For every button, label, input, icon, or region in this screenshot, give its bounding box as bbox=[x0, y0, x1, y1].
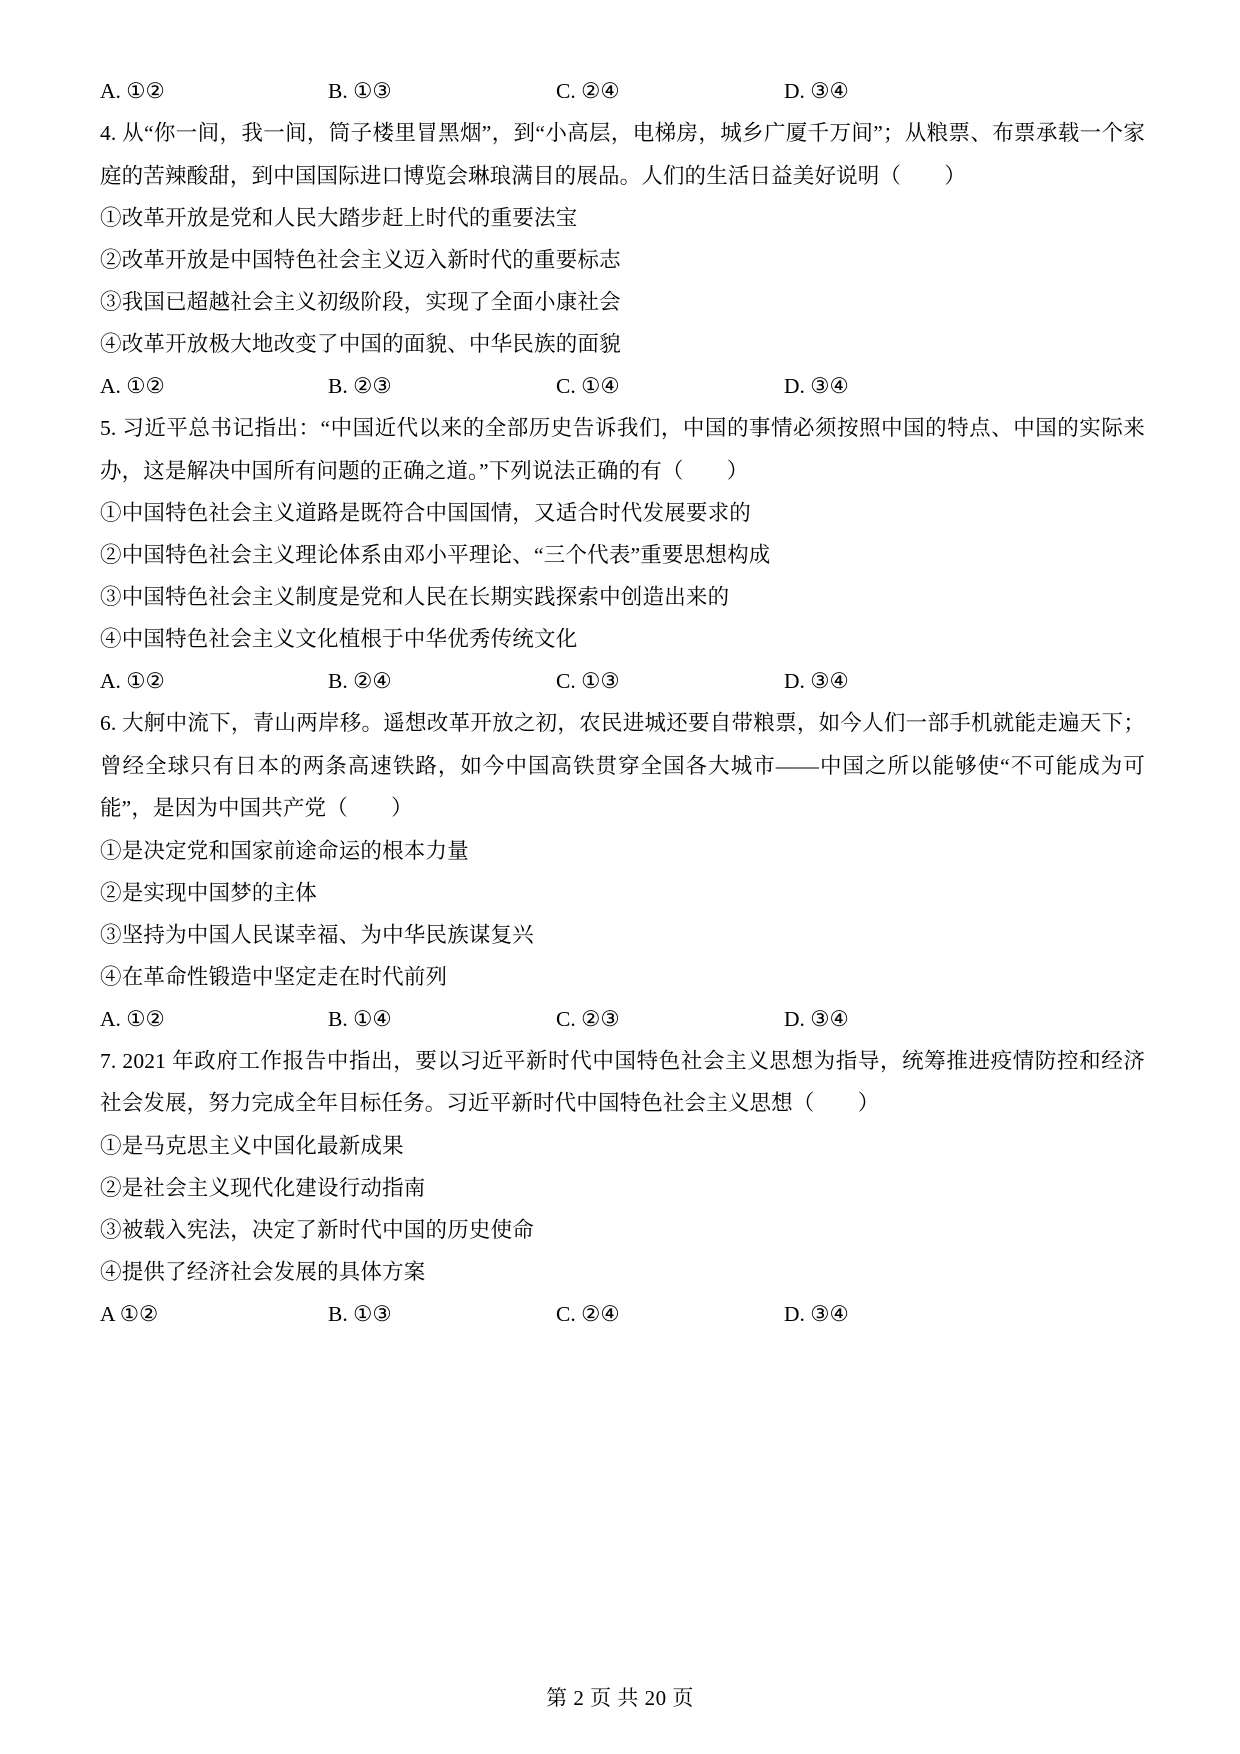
question-item-2: ②改革开放是中国特色社会主义迈入新时代的重要标志 bbox=[100, 248, 621, 272]
page-footer: 第 2 页 共 20 页 bbox=[546, 1686, 694, 1710]
option-a[interactable]: A. ①② bbox=[100, 1006, 165, 1031]
question-4 bbox=[100, 112, 1145, 407]
question-item-3: ③坚持为中国人民谋幸福、为中华民族谋复兴 bbox=[100, 922, 535, 947]
options-row bbox=[100, 660, 1145, 702]
question-item-1: ①中国特色社会主义道路是既符合中国国情，又适合时代发展要求的 bbox=[100, 501, 752, 525]
option-a[interactable]: A. ①② bbox=[100, 374, 165, 398]
option-d[interactable]: D. ③④ bbox=[784, 79, 849, 103]
options-row bbox=[100, 365, 1145, 407]
options-row-previous bbox=[100, 70, 1145, 112]
question-item-4: ④提供了经济社会发展的具体方案 bbox=[100, 1259, 426, 1284]
question-5 bbox=[100, 407, 1145, 702]
option-b[interactable]: B. ①③ bbox=[328, 79, 392, 103]
options-row bbox=[100, 998, 1145, 1040]
question-stem: 5. 习近平总书记指出：“中国近代以来的全部历史告诉我们，中国的事情必须按照中国的特点、中国的实际来办，这是解决中国所有问题的正确之道。”下列说法正确的有（ ） bbox=[100, 416, 1145, 483]
question-7 bbox=[100, 1040, 1145, 1335]
question-item-2: ②中国特色社会主义理论体系由邓小平理论、“三个代表”重要思想构成 bbox=[100, 543, 771, 567]
question-item-2: ②是实现中国梦的主体 bbox=[100, 880, 318, 905]
question-6 bbox=[100, 702, 1145, 1040]
option-c[interactable]: C. ②③ bbox=[556, 1006, 620, 1031]
option-a[interactable]: A. ①② bbox=[100, 79, 165, 103]
question-item-3: ③被载入宪法，决定了新时代中国的历史使命 bbox=[100, 1217, 535, 1242]
option-b[interactable]: B. ②④ bbox=[328, 669, 392, 693]
option-a[interactable]: A ①② bbox=[100, 1301, 159, 1326]
option-c[interactable]: C. ②④ bbox=[556, 79, 620, 103]
question-item-1: ①改革开放是党和人民大踏步赶上时代的重要法宝 bbox=[100, 206, 578, 230]
option-d[interactable]: D. ③④ bbox=[784, 1301, 849, 1326]
option-b[interactable]: B. ①④ bbox=[328, 1006, 392, 1031]
option-c[interactable]: C. ①④ bbox=[556, 374, 620, 398]
question-stem: 4. 从“你一间，我一间，筒子楼里冒黑烟”，到“小高层，电梯房，城乡广厦千万间”；从粮票、布票承载一个家庭的苦辣酸甜，到中国国际进口博览会琳琅满目的展品。人们的生活日益美好说明（ ） bbox=[100, 121, 1145, 188]
question-item-1: ①是马克思主义中国化最新成果 bbox=[100, 1133, 404, 1158]
option-d[interactable]: D. ③④ bbox=[784, 1006, 849, 1031]
option-a[interactable]: A. ①② bbox=[100, 669, 165, 693]
question-stem: 7. 2021 年政府工作报告中指出，要以习近平新时代中国特色社会主义思想为指导，统筹推进疫情防控和经济社会发展，努力完成全年目标任务。习近平新时代中国特色社会主义思想（ ） bbox=[100, 1048, 1145, 1115]
option-d[interactable]: D. ③④ bbox=[784, 669, 849, 693]
question-item-4: ④中国特色社会主义文化植根于中华优秀传统文化 bbox=[100, 627, 578, 651]
question-item-2: ②是社会主义现代化建设行动指南 bbox=[100, 1175, 426, 1200]
option-d[interactable]: D. ③④ bbox=[784, 374, 849, 398]
question-stem: 6. 大舸中流下，青山两岸移。遥想改革开放之初，农民进城还要自带粮票，如今人们一部手机就能走遍天下；曾经全球只有日本的两条高速铁路，如今中国高铁贯穿全国各大城市——中国之所以能够使“不可能成为可能”，是因为中国共产党（ ） bbox=[100, 711, 1145, 820]
question-item-3: ③中国特色社会主义制度是党和人民在长期实践探索中创造出来的 bbox=[100, 585, 730, 609]
question-item-1: ①是决定党和国家前途命运的根本力量 bbox=[100, 838, 469, 863]
question-item-3: ③我国已超越社会主义初级阶段，实现了全面小康社会 bbox=[100, 290, 621, 314]
question-item-4: ④改革开放极大地改变了中国的面貌、中华民族的面貌 bbox=[100, 332, 621, 356]
question-item-4: ④在革命性锻造中坚定走在时代前列 bbox=[100, 964, 448, 989]
option-b[interactable]: B. ①③ bbox=[328, 1301, 392, 1326]
option-b[interactable]: B. ②③ bbox=[328, 374, 392, 398]
option-c[interactable]: C. ②④ bbox=[556, 1301, 620, 1326]
options-row bbox=[100, 1293, 1145, 1335]
option-c[interactable]: C. ①③ bbox=[556, 669, 620, 693]
